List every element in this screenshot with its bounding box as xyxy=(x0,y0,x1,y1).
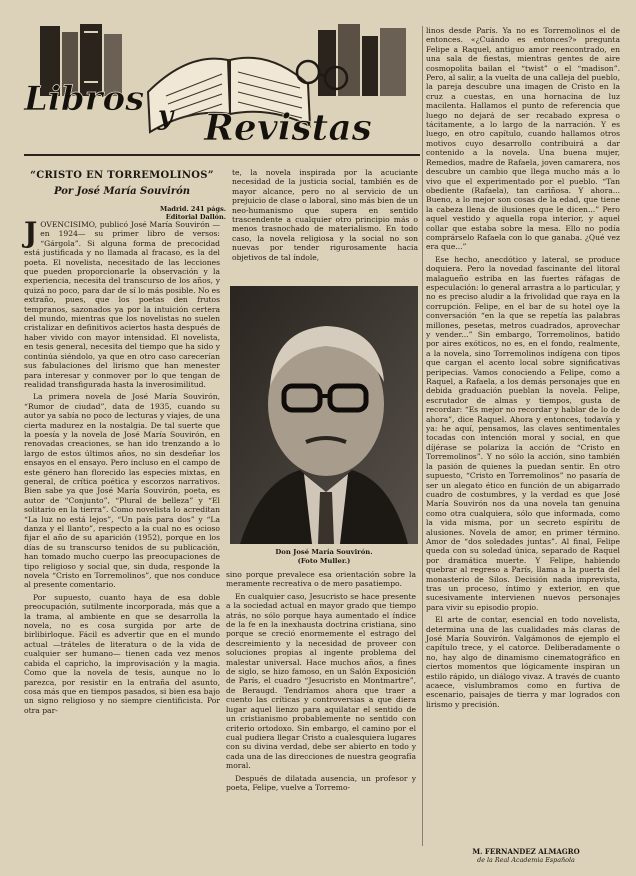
article-author: Por José María Souvirón xyxy=(53,186,191,197)
paragraph-3: Por supuesto, cuanto haya de esa doble preocupación, sutilmente incorporada, más que a la trama, al ambiente en que se desarrolla la novela, no es cosa surgida por arte de birlibirloque. Fácil es advertir que en el mundo actual —tráteles de literatura o de la vida de cualquier ser humano— tienen cada vez menos cabida el capricho, la improvisación y la magia. Como que la novela de tesis, aunque no lo parezca, por resistir en la entraña del asunto, cosa más que en tiempos pasados, si bien esa bajo un signo religioso y no siempre cientificista. Por otra par- xyxy=(24,592,220,715)
masthead-books-illustration xyxy=(18,22,420,150)
masthead-word-revistas: Revistas xyxy=(204,107,372,149)
paragraph-2: La primera novela de José María Souvirón, “Rumor de ciudad”, data de 1935, cuando su autor ya sabía no poco de lecturas y viajes, de una cierta madurez en la nostalgia. De tal suerte que la poesía y la novela de José María Souvirón, en renovadas creaciones, se han ido trenzando a lo largo de estos últimos años, no sin desdeñar los ensayos en el ensayo. Pero incluso en el campo de este género han florecido las especies mixtas, en general, de crítica poética y escorzos narrativos. Bien sabe ya que José María Souvirón, poeta, es autor de “Conjunto”, “Plural de belleza” y “El solitario en la tierra”. Como novelista lo acreditan “La luz no está lejos”, “Un país para dos” y “La danza y el llanto”, respecto a la cual no es ocioso fijar el año de su aparición (1952), porque en los días de su transcurso tenidos de su publicación, han tomado mucho cuerpo las preocupaciones de tipo religioso y social que, sin duda, responde la novela “Cristo en Torremolinos”, que nos conduce al presente comentario. xyxy=(24,392,220,590)
publication-place-pages: Madrid. 241 págs. xyxy=(160,205,226,213)
paragraph-5: En cualquier caso, Jesucristo se hace presente a la sociedad actual en mayor grado que tiempo atrás, no sólo porque haya aumentado el índice de la fe en la inexhausta doctrina cristiana, sino porque se creció enormemente el estrago del descreimiento y la necesidad de proveer con soluciones propias al ingente problema del malestar universal. Hace muchos años, a fines de siglo, se hizo famoso, en un Salón Exposición de París, el cuadro “Jesucristo en Montmartre”, de Beraugd. Tendríamos ahora que traer a cuento las críticas y controversias a que diera lugar aquel lienzo para aquilatar el sentido de un cristianismo probablemente no sentido con criterio ortodoxo. Sin embargo, el camino por el cual pudiera llegar Cristo a cualesquiera lugares con su divina verdad, debe ser abierto en todo y cada una de las direcciones de nuestra geografía moral. xyxy=(226,591,416,771)
photo-caption-credit: (Foto Muller.) xyxy=(297,556,351,565)
signature xyxy=(430,848,622,864)
drop-cap: J xyxy=(24,216,38,249)
paragraph-4: sino porque prevalece esa orientación sobre la meramente recreativa o de mero pasatiempo. xyxy=(226,570,416,589)
signature-name: M. FERNANDEZ ALMAGRO xyxy=(472,847,580,856)
publication-publisher: Editorial Dallón. xyxy=(165,213,226,221)
column-2 xyxy=(226,570,416,795)
publication-info xyxy=(140,205,226,221)
photo-caption-name: Don José María Souvirón. xyxy=(275,548,373,556)
paragraph-1-text: OVENCISIMO, publicó José María Souvirón —en 1924— su primer libro de versos: “Gárgola”. Si alguna forma de precocidad está justificada y no llamada al fracaso, es la del poeta. El novelista, necesitado de las lecciones que pueden proporcionarle la observación y la experiencia, necesita del transcurso de los años, y quizá no poco, para dar de sí lo más posible. No es extraño, pues, que los poetas den frutos tempranos, sazonados ya por la intuición certera del mundo, mientras que los novelistas no suelen cristalizar en definitivos aciertos hasta después de haber vivido con mayor intensidad. El novelista, en tesis general, necesita del tiempo que ha sido y continúa siéndolo, ya que en otro caso carecerían sus fabulaciones del lirismo que han menester para interesar y conmover por lo que tengan de realidad transfigurada hasta la inverosimilitud. xyxy=(24,220,220,389)
paragraph-8: Ese hecho, anecdótico y lateral, se produce doquiera. Pero la novedad fascinante del litoral malagueño estriba en las fuertes ráfagas de especulación: lo general arrastra a lo particular, y no es preciso aludir a la frivolidad que raya en la corrupción. Felipe, en el bar de su hotel oye la conversación “en la que se repetía las palabras millones, pesetas, metros cuadrados, aprovechar y vender...” Sin embargo, Torremolinos, batido por aires exóticos, no es, en el fondo, realmente, a la novela, sino Torremolinos indígena con tipos que cargan el acento local sobre significativas peripecias. Vamos conociendo a Felipe, como a Raquel, a Rafaela, a los demás personajes que en debida graduación pueblan la novela. Felipe, escrutador de almas y tiempos, gusta de recordar: “Es mejor no recordar y hablar de lo de ahora”, dice Raquel. Ahora y entonces, todavía y ya: he aquí, pensamos, las claves sentimentales tocadas con intención moral y social, en que díjérase se polariza la acción de “Cristo en Torremolinos”. Y no sólo la acción, sino también la pasión de quienes la puedan sentir. En otro supuesto, “Cristo en Torremolinos” no pasaría de ser un alegato ético en función de un abigarrado cuadro de costumbres, y la verdad es que José María Souvirón nos da una novela tan genuina como otra cualquiera, sólo que informada, como la vida misma, por un secreto espíritu de alusiones. Novela de amor, en primer término. Amor de “dos soledades juntas”. Al final, Felipe queda con su soledad única, separado de Raquel por dramática muerte. Y Felipe, habiendo quebrar al regreso a París, llama a la puerta del monasterio de Silos. Decisión nada imprevista, tras un proceso, íntimo y exterior, en que sucesivamente intervienen nuevos personajes para vivir su episodio propio. xyxy=(426,254,620,612)
author-portrait-photo xyxy=(230,286,418,544)
masthead-rule xyxy=(24,154,420,156)
paragraph-7: linos desde París. Ya no es Torremolinos el de entonces. «¿Cuándo es entonces?» pregunta Felipe a Raquel, antiguo amor reencontrado, en una sala de fiestas, mientras gentes de aire cosmopolita bailan el “twist” o el “madison”. Pero, al salir, a la vuelta de una calleja del pueblo, la pareja descubre una imagen de Cristo en la cruz a cuestas, en una hornacina de luz macilenta. Hallamos el punto de referencia que luego no dejará de ser recabado expresa o tácitamente, a lo largo de la narración. Y es luego, en otro capítulo, cuando hallamos otros motivos cuyo desarrollo contribuirá a dar contenido a la novela. Una buena mujer, Remedios, madre de Rafaela, joven camarera, nos descubre un cambio que llega mucho más a lo vivo que el experimentado por el pueblo. “Tan obediente (Rafaela), tan cariñosa. Y ahora... Bueno, a lo mejor son cosas de la edad, que tiene la cabeza llena de ilusiones que le dicen...” Pero aquel vestido y aquella ropa interior, y aquel collar que estaba sobre la mesa. Ello no podía comprárselo Rafaela con lo que ganaba. ¿Qué vez era que...” xyxy=(426,26,620,252)
paragraph-6: Después de dilatada ausencia, un profesor y poeta, Felipe, vuelve a Torremo- xyxy=(226,773,416,792)
masthead-word-y: y xyxy=(158,101,174,131)
photo-caption xyxy=(230,548,418,565)
paragraph-9: El arte de contar, esencial en todo novelista, determina una de las cualidades más claras de José María Souvirón. Valgámonos de ejemplo el capítulo trece, y el catorce. Deliberadamente o no, hay algo de dinamismo cinematográfico en ciertos momentos que lógicamente inspiran un estilo rápido, un diálogo vivaz. A través de cuanto acaece, vislumbramos como en furtiva de escenario, paisajes de tierra y mar logrados con lirismo y precisión. xyxy=(426,615,620,709)
column-3 xyxy=(426,26,620,712)
column-divider xyxy=(422,26,423,846)
signature-role: de la Real Academia Española xyxy=(477,856,575,864)
article-title: “CRISTO EN TORREMOLINOS” xyxy=(30,170,214,181)
column-2-top-text: te, la novela inspirada por la acuciante necesidad de la justicia social, también es de mayor alcance, pero no al servicio de un prejuicio de clase o laboral, sino más bien de un neo-humanismo que supera en sentido trascendente a cualquier otro principio más o menos trasnochado de materialismo. En todo caso, la novela religiosa y la social no son nuevas por tender rigurosamente hacia objetivos de tal índole, xyxy=(232,168,418,262)
masthead-word-libros: Libros xyxy=(24,79,145,119)
